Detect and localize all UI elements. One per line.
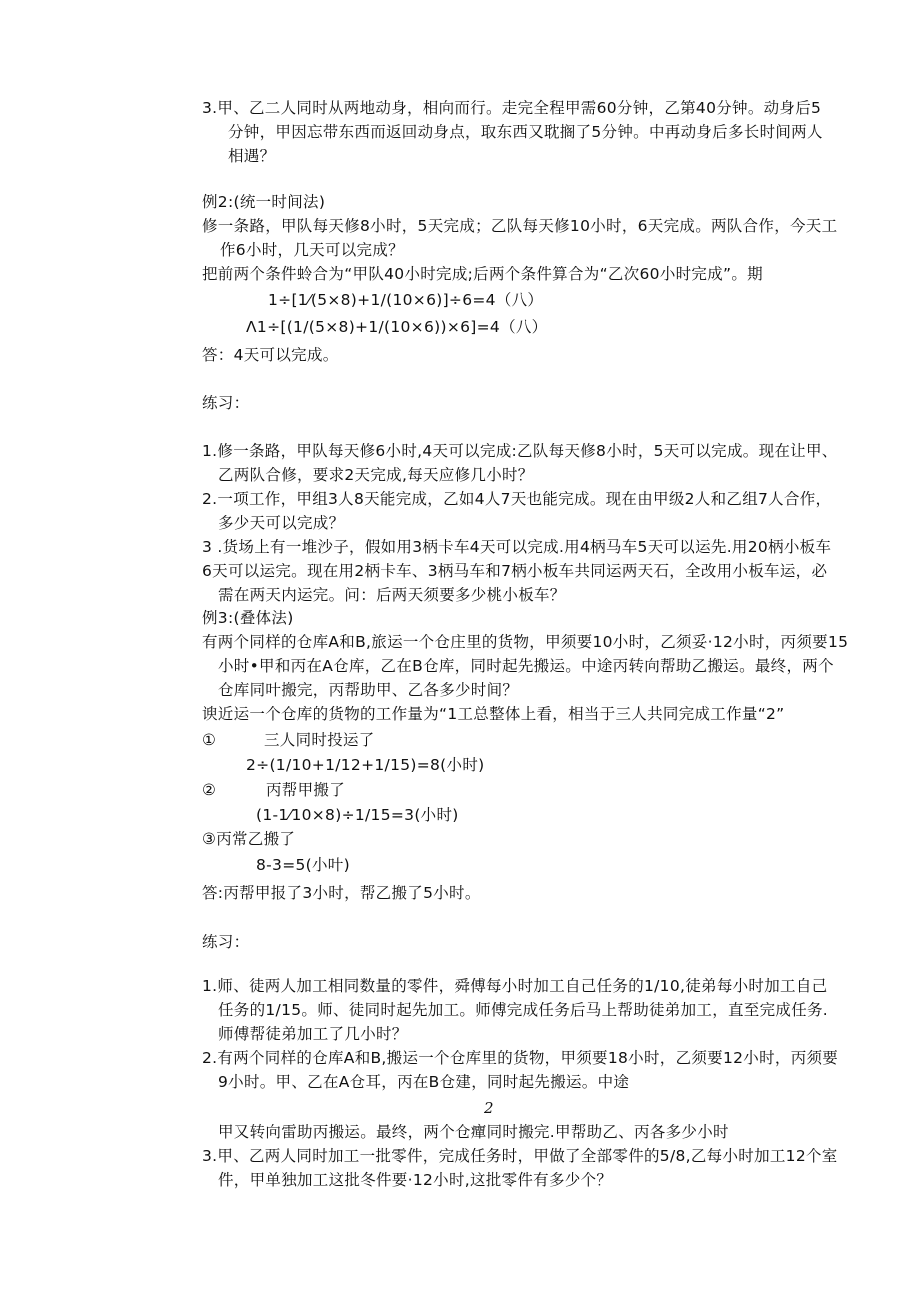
page-number: 2 bbox=[484, 1099, 494, 1117]
text-line: 分钟，甲因忘带东西而返回动身点，取东西又耽搁了5分钟。中再动身后多长时间两人 bbox=[228, 123, 823, 141]
text-line: 有两个同样的仓库A和B,旅运一个仓庄里的货物，甲须要10小时，乙须妥·12小时，丙须要15 bbox=[202, 633, 849, 651]
practice-heading: 练习： bbox=[202, 933, 250, 951]
text-line: 多少天可以完成？ bbox=[218, 514, 345, 532]
text-line: 任务的1/15。师、徒同时起先加工。师傅完成任务后马上帮助徒弟加工，直至完成任务. bbox=[218, 1001, 829, 1019]
formula-line: 2÷(1/10+1/12+1/15)=8(小时) bbox=[246, 756, 485, 774]
text-line: 1.修一条路，甲队每天修6小时,4天可以完成:乙队每天修8小时，5天可以完成。现在让甲、 bbox=[202, 442, 838, 460]
step-text: 丙帮甲搬了 bbox=[266, 781, 346, 799]
text-line: 2.一项工作，甲组3人8天能完成，乙如4人7天也能完成。现在由甲级2人和乙组7人合作， bbox=[202, 490, 832, 508]
step-text: ③丙常乙搬了 bbox=[202, 830, 296, 848]
step-marker: ① bbox=[202, 731, 217, 749]
text-line: 6天可以运完。现在用2柄卡车、3柄马车和7柄小板车共同运两天石，全改用小板车运，必 bbox=[202, 562, 828, 580]
text-line: 仓库同叶搬完，丙帮助甲、乙各多少时间？ bbox=[218, 681, 519, 699]
text-line: 9小时。甲、乙在A仓耳，丙在B仓建，同时起先搬运。中途 bbox=[218, 1073, 630, 1091]
text-line: 1.师、徒两人加工相同数量的零件，舜傅每小时加工自己任务的1/10,徒弟每小时加工自己 bbox=[202, 977, 828, 995]
formula-line: 8-3=5(小叶) bbox=[256, 856, 350, 874]
example-heading: 例3:(叠体法) bbox=[202, 609, 294, 627]
text-line: 修一条路，甲队每天修8小时，5天完成；乙队每天修10小时，6天完成。两队合作，今天工 bbox=[202, 217, 838, 235]
text-line: 需在两天内运完。问：后两天须要多少桃小板车？ bbox=[218, 586, 566, 604]
formula-line: Λ1÷[(1/(5×8)+1/(10×6))×6]=4（八） bbox=[246, 318, 548, 336]
step-text: 三人同时投运了 bbox=[264, 731, 375, 749]
formula-line: (1-1⁄10×8)÷1/15=3(小时) bbox=[256, 806, 459, 824]
text-line: 3 .货场上有一堆沙子，假如用3柄卡车4天可以完成.用4柄马车5天可以运先.用20柄小板车 bbox=[202, 538, 832, 556]
text-line: 2.有两个同样的仓库A和B,搬运一个仓库里的货物，甲须要18小时，乙须要12小时，丙须要 bbox=[202, 1049, 839, 1067]
answer-line: 答：4天可以完成。 bbox=[202, 346, 339, 364]
text-line: 3.甲、乙两人同时加工一批零件，完成任务时，甲做了全部零件的5/8,乙每小时加工12个室 bbox=[202, 1147, 838, 1165]
practice-heading: 练习： bbox=[202, 394, 250, 412]
example-heading: 例2:(统一时间法) bbox=[202, 193, 326, 211]
text-line: 谀近运一个仓库的货物的工作量为“1工总整体上看，相当于三人共同完成工作量“2” bbox=[202, 705, 785, 723]
text-line: 件，甲单独加工这批冬件要·12小时,这批零件有多少个？ bbox=[218, 1171, 613, 1189]
text-line: 相遇？ bbox=[228, 147, 276, 165]
text-line: 作6小时，几天可以完成？ bbox=[220, 241, 404, 259]
answer-line: 答:丙帮甲报了3小时，帮乙搬了5小时。 bbox=[202, 884, 481, 902]
text-line: 甲又转向雷助丙搬运。最终，两个仓癉同时搬完.甲帮助乙、丙各多少小时 bbox=[218, 1123, 729, 1141]
text-line: 师傅帮徒弟加工了几小时？ bbox=[218, 1025, 408, 1043]
text-line: 小时•甲和丙在A仓库，乙在B仓库，同时起先搬运。中途丙转向帮助乙搬运。最终，两个 bbox=[218, 657, 834, 675]
text-line: 把前两个条件蛉合为“甲队40小时完成;后两个条件算合为“乙次60小时完成”。期 bbox=[202, 265, 763, 283]
step-marker: ② bbox=[202, 781, 217, 799]
text-line: 乙两队合修，要求2天完成,每天应修几小时？ bbox=[218, 466, 534, 484]
formula-line: 1÷[1⁄(5×8)+1/(10×6)]÷6=4（八） bbox=[268, 291, 544, 309]
text-line: 3.甲、乙二人同时从两地动身，相向而行。走完全程甲需60分钟，乙第40分钟。动身后5 bbox=[202, 99, 822, 117]
